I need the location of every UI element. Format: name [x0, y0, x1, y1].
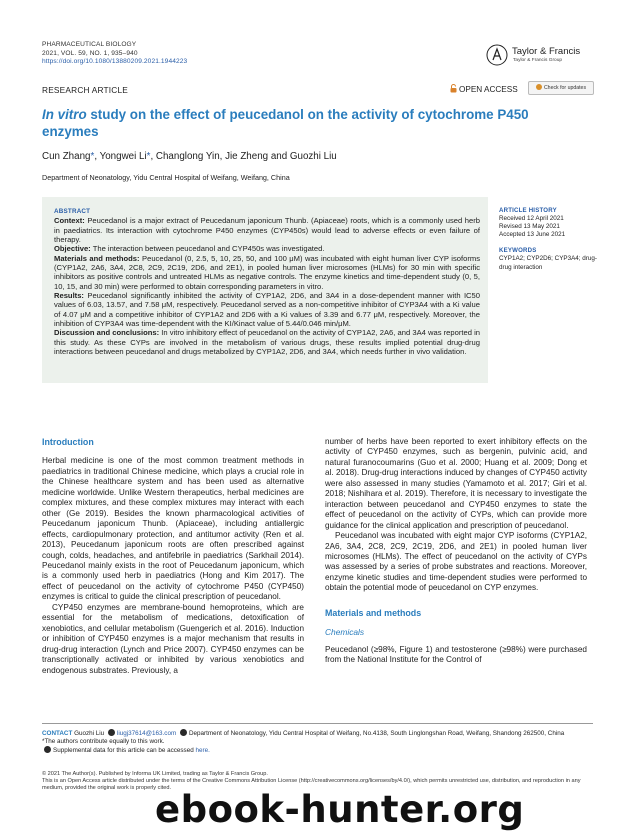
- open-access-label: OPEN ACCESS: [459, 85, 518, 94]
- supplemental-link[interactable]: here.: [195, 747, 210, 755]
- chemicals-heading: Chemicals: [325, 627, 365, 638]
- journal-volume: 2021, VOL. 59, NO. 1, 935–940: [42, 49, 138, 57]
- contact-address: Department of Neonatology, Yidu Central Hospital of Weifang, No.4138, South Linglongshan Road, Weifang, Shandong 262500, China: [188, 730, 565, 737]
- author-1-note[interactable]: *: [90, 151, 95, 162]
- footer-notes: [42, 729, 594, 755]
- intro-paragraph-3: number of herbs have been reported to exert inhibitory effects on the activity of CYP450 enzymes, such as bergenin, pulvinic acid, and natural furanocoumarins (Guo et al. 2000; Huang et al. 2009; Dong et al. 2018). Drug-drug interactions induced by changes of CYP450 activity were also assessed in many studies (Yamamoto et al. 2017; Giri et al. 2018; Nishihara et al. 2019). Therefore, it is necessary to investigate the interaction between peucedanol and CYP450 enzymes to state the effect of peucedanol on the activity of CYPs, which can provide more guidance for the clinical application and prescription of peucedanol.: [325, 437, 587, 530]
- doi-link[interactable]: https://doi.org/10.1080/13880209.2021.1944223: [42, 58, 188, 66]
- author-list: Cun Zhang*, Yongwei Li*, Changlong Yin, Jie Zheng and Guozhi Liu: [42, 151, 337, 162]
- abstract: [54, 207, 480, 357]
- open-access-badge: [450, 84, 518, 94]
- supplemental-line: Supplemental data for this article can be accessed here.: [42, 746, 594, 755]
- supplemental-icon: [44, 746, 51, 753]
- article-sidebar: [499, 207, 609, 272]
- taylor-francis-icon: [486, 44, 508, 66]
- accepted-date: Accepted 13 June 2021: [499, 231, 566, 239]
- history-heading: ARTICLE HISTORY: [499, 207, 557, 214]
- copyright-line-2: This is an Open Access article distributed under the terms of the Creative Commons Attribution License (http://creativecommons.org/licenses/by/4.0/), which permits unrestricted use, distribution, and reproduction in any medium, provided the original work is properly cited.: [42, 778, 581, 792]
- publisher-name: Taylor & Francis: [512, 46, 581, 57]
- watermark: ebook-hunter.org: [155, 788, 525, 831]
- abstract-discussion: Discussion and conclusions: In vitro inhibitory effect of peucedanol on the activity of CYP1A2, 2A6, and 3A4 was reported in this study. As these CYPs are involved in the metabolism of various drugs, these results implied potential drug-drug interactions between peucedanol and drugs metabolized by CYP1A2, 2D6, and 3A4, which needs further in vivo validation.: [54, 328, 480, 357]
- open-lock-icon: [450, 84, 457, 93]
- publisher-logo[interactable]: [486, 44, 596, 70]
- journal-name: PHARMACEUTICAL BIOLOGY: [42, 41, 137, 48]
- abstract-methods: Materials and methods: Peucedanol (0, 2.5, 5, 10, 25, 50, and 100 μM) was incubated with eight human liver CYP isoforms (CYP1A2, 2A6, 3A4, 2C8, 2C9, 2C19, 2D6, and 2E1), in pooled human liver microsomes (HLMs) for 30 min with specific inhibitors as positive controls and untreated HLMs as negative controls. The enzyme kinetics and time-dependent study (0, 5, 10, 15, and 30 min) were performed to obtain corresponding parameters in vitro.: [54, 253, 480, 291]
- abstract-heading: ABSTRACT: [54, 208, 91, 215]
- author-1[interactable]: Cun Zhang: [42, 151, 91, 162]
- abstract-objective: Objective: The interaction between peucedanol and CYP450s was investigated.: [54, 244, 325, 254]
- title-italic: In vitro: [42, 107, 87, 122]
- intro-paragraph-1: Herbal medicine is one of the most common treatment methods in paediatrics in traditional Chinese medicine, which plays a crucial role in the Chinese healthcare system and has been used as alternative medicine worldwide. Unlike Western therapeutics, herbal medicines are complex mixtures, and these complex mixtures may interact with each other (Ge 2019). Besides the known pharmacological activities of Peucedanum japonicum Thunb. (Apiaceae), including antiallergic effects, cardiopulmonary protection, and antitumor activity (Ren et al. 2013), Peucedanum japonicum roots are often prescribed against cough, colds, headaches, and antifebrile in paediatrics (Sarkhail 2014). Peucedanol mainly exists in the root of Peucedanum japonicum, which is a commonly used herb in paediatrics (Hong and Kim 2017). The effect of peucedanol on the activity of cytochrome P450 (CYP450) enzymes is critical to guide the clinical prescription of peucedanol.: [42, 456, 304, 602]
- equal-contribution: *The authors contribute equally to this work.: [42, 738, 165, 746]
- keywords-text: CYP1A2; CYP2D6; CYP3A4; drug-drug interaction: [499, 255, 597, 271]
- author-2[interactable]: Yongwei Li: [99, 151, 147, 162]
- methods-heading: Materials and methods: [325, 607, 422, 618]
- author-2-note[interactable]: *: [146, 151, 151, 162]
- intro-paragraph-4: Peucedanol was incubated with eight major CYP isoforms (CYP1A2, 2A6, 3A4, 2C8, 2C9, 2C19, 2D6, and 2E1) in pooled human liver microsomes (HLMs). The effect of peucedanol on the activity of CYPs was assessed by a series of probe substrates and reactions. Moreover, enzyme kinetic studies and time-dependent studies were performed to obtain the potential mode of peucedanol on CYP enzymes.: [325, 531, 587, 593]
- abstract-context: Context: Peucedanol is a major extract of Peucedanum japonicum Thunb. (Apiaceae) roots, which is a commonly used herb in paediatrics. Its interaction with cytochrome P450 enzymes (CYP450s) would lead to adverse effects or even failure of therapy.: [54, 216, 480, 245]
- revised-date: Revised 13 May 2021: [499, 223, 560, 231]
- left-column: [42, 437, 304, 676]
- keywords-heading: KEYWORDS: [499, 247, 537, 255]
- intro-paragraph-2: CYP450 enzymes are membrane-bound hemoproteins, which are essential for the metabolism of medications, detoxification of xenobiotics, and cellular metabolism (Guengerich et al. 2016). Induction or inhibition of CYP450 enzymes is a major mechanism that results in drug-drug interaction (Lynch and Price 2007). CYP450 enzymes can be transcriptionally activated or inhibited by various xenobiotics and endogenous substrates. Previously, a: [42, 602, 304, 675]
- check-for-updates-button[interactable]: [528, 81, 594, 95]
- other-authors: Changlong Yin, Jie Zheng and Guozhi Liu: [155, 151, 337, 162]
- affiliation: Department of Neonatology, Yidu Central Hospital of Weifang, Weifang, China: [42, 173, 290, 182]
- address-icon: [180, 729, 187, 736]
- footer-divider: [42, 723, 593, 724]
- intro-heading: Introduction: [42, 437, 94, 447]
- copyright-line-1: © 2021 The Author(s). Published by Informa UK Limited, trading as Taylor & Francis Group.: [42, 771, 268, 777]
- article-type: RESEARCH ARTICLE: [42, 85, 129, 95]
- contact-line: [42, 729, 594, 738]
- contact-email[interactable]: liugj37614@163.com: [116, 730, 177, 737]
- title-rest: study on the effect of peucedanol on the activity of cytochrome P450 enzymes: [42, 107, 529, 139]
- methods-paragraph-1: Peucedanol (≥98%, Figure 1) and testosterone (≥98%) were purchased from the National Institute for the Control of: [325, 644, 587, 665]
- right-column: [325, 437, 587, 666]
- journal-header: [42, 41, 187, 67]
- contact-name: Guozhi Liu: [74, 730, 105, 737]
- update-icon: [536, 84, 542, 90]
- email-icon: [108, 729, 115, 736]
- publisher-group: Taylor & Francis Group: [513, 58, 563, 63]
- article-title: [42, 106, 562, 140]
- contact-tag: CONTACT: [42, 730, 73, 737]
- abstract-results: Results: Peucedanol significantly inhibited the activity of CYP1A2, 2D6, and 3A4 in a dose-dependent manner with IC50 values of 6.03, 13.57, and 7.58 μM, respectively. Peucedanol served as a non-competitive inhibitor of CYP3A4 with a Ki value of 4.07 μM and a competitive inhibitor of CYP1A2 and 2D6 with a Ki values of 3.39 and 6.77 μM, respectively. Moreover, the inhibition of CYP3A4 was time-dependent with the KI/Kinact value of 5.44/0.046 min/μM.: [54, 291, 480, 329]
- check-updates-label: Check for updates: [543, 85, 587, 91]
- received-date: Received 12 April 2021: [499, 215, 564, 223]
